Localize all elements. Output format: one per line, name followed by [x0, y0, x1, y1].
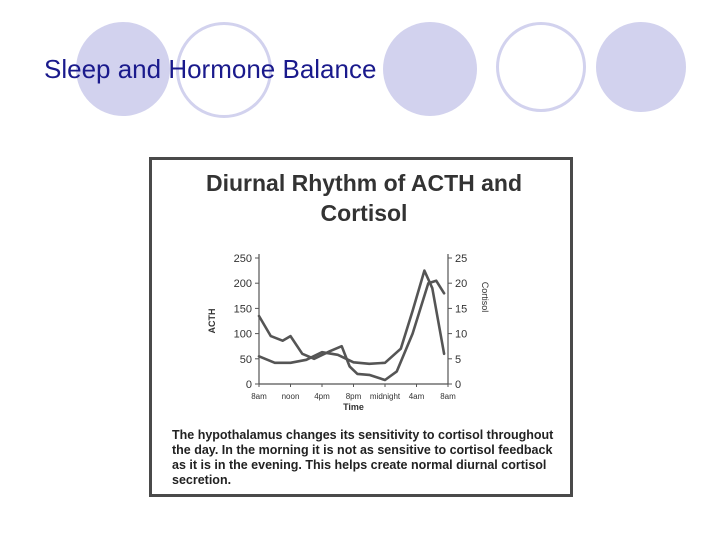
decorative-circle-3 — [383, 22, 477, 116]
decorative-circle-5 — [596, 22, 686, 112]
y-axis-label-right: Cortisol — [480, 281, 490, 313]
y-tick-label-left: 50 — [239, 353, 252, 366]
y-tick-label-right: 5 — [455, 353, 462, 366]
x-tick-label: 8am — [251, 392, 267, 401]
chart-title-line-1: Diurnal Rhythm of ACTH and — [205, 170, 523, 196]
chart-figure — [149, 157, 573, 497]
series-line-acth — [259, 271, 444, 364]
y-tick-label-left: 150 — [233, 303, 252, 316]
x-tick-label: 8pm — [345, 392, 362, 401]
y-tick-label-right: 25 — [455, 253, 468, 265]
x-tick-label: 8am — [440, 392, 456, 401]
y-tick-label-right: 10 — [455, 328, 468, 341]
decorative-circle-4 — [496, 22, 586, 112]
y-tick-label-left: 200 — [233, 278, 252, 291]
x-axis-label: Time — [343, 402, 364, 412]
x-tick-label: midnight — [369, 392, 401, 401]
y-tick-label-right: 20 — [455, 278, 468, 291]
slide-title: Sleep and Hormone Balance — [44, 54, 377, 84]
y-tick-label-left: 250 — [233, 253, 252, 265]
chart-title-line-2: Cortisol — [320, 200, 408, 226]
y-axis-label-left: ACTH — [207, 308, 217, 334]
x-tick-label: noon — [281, 392, 300, 401]
y-tick-label-left: 100 — [233, 328, 252, 341]
y-tick-label-right: 0 — [455, 379, 462, 391]
y-tick-label-left: 0 — [245, 379, 252, 391]
figure-caption: The hypothalamus changes its sensitivity to cortisol throughout the day. In the morning it is not as sensitive to cortisol feedback as it is in the evening. This helps create normal diurnal cortisol secretion. — [172, 428, 554, 487]
chart-canvas — [152, 160, 576, 430]
x-tick-label: 4pm — [314, 392, 330, 401]
y-tick-label-right: 15 — [455, 303, 468, 316]
x-tick-label: 4am — [408, 392, 425, 401]
